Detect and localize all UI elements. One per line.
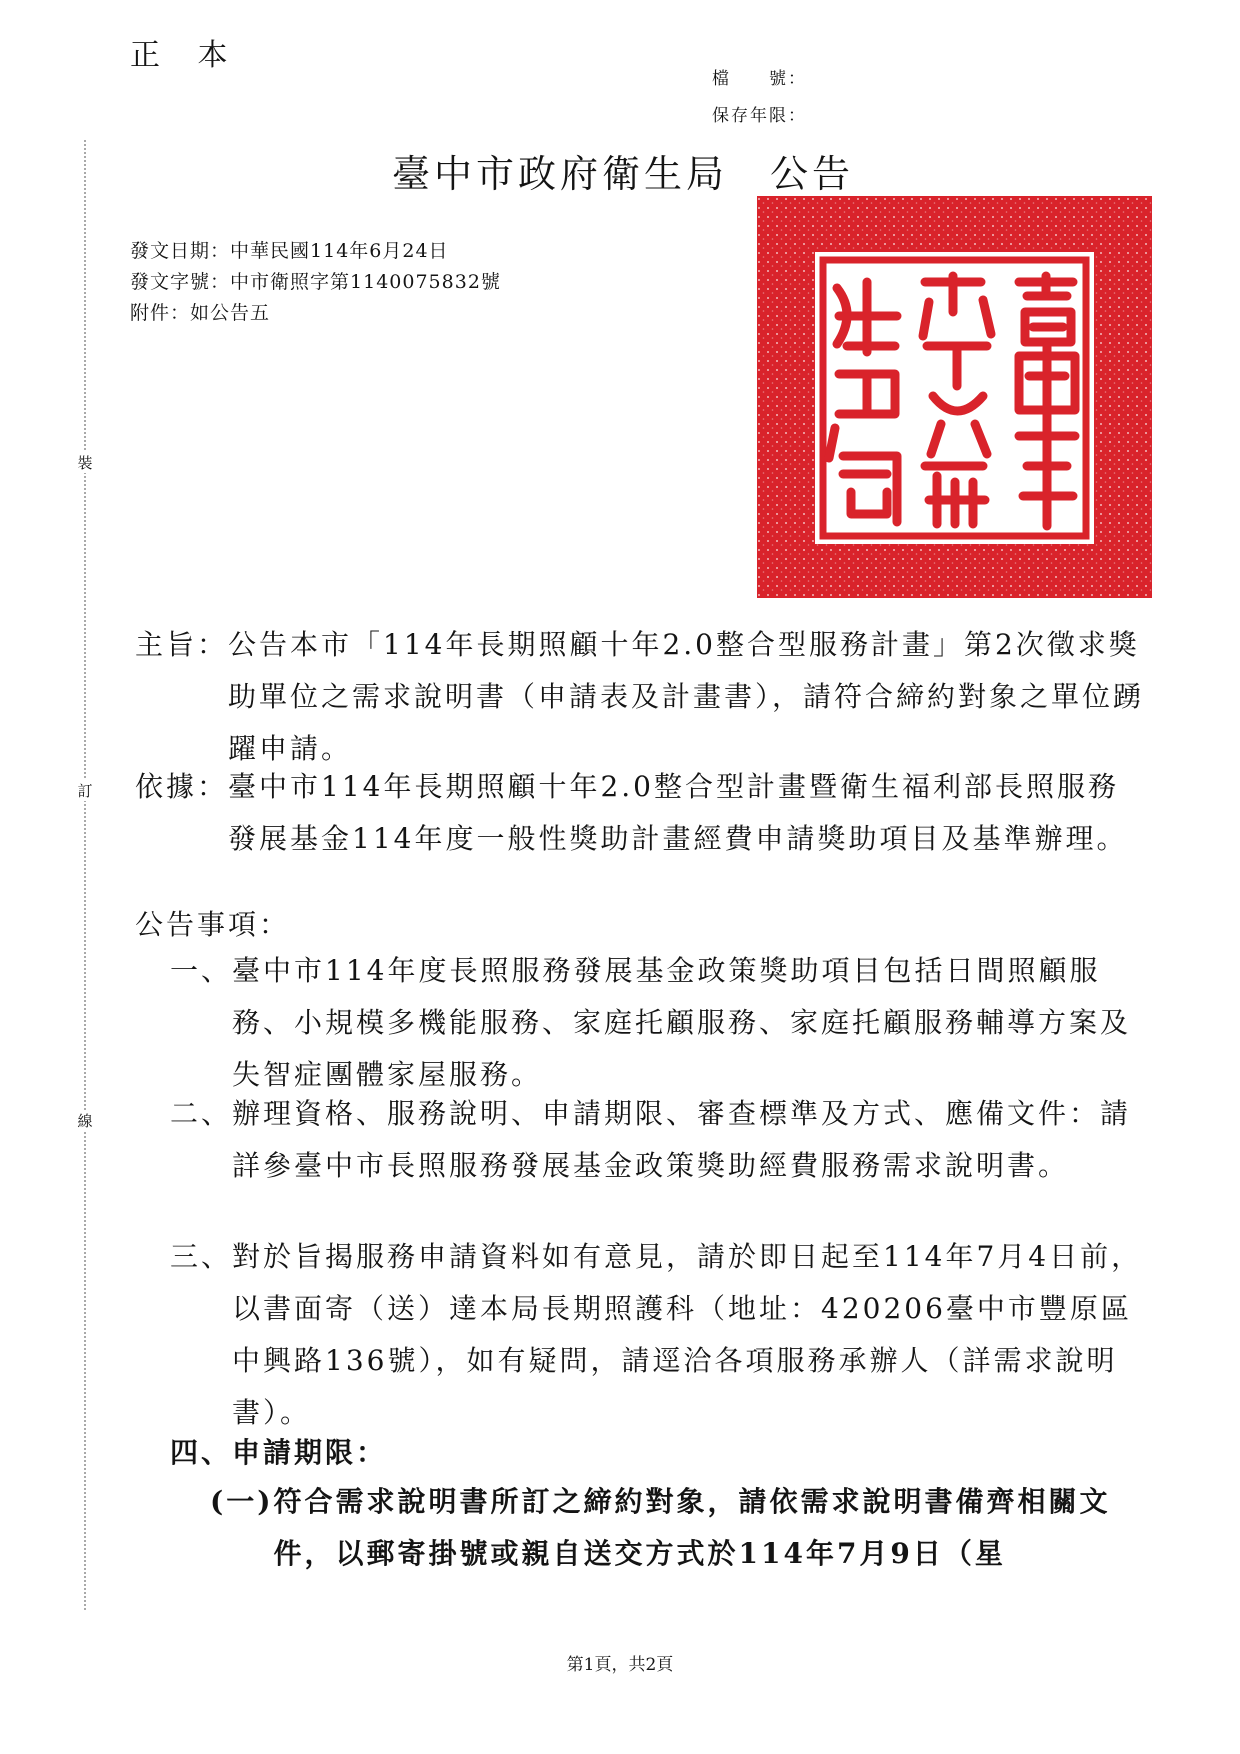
copy-mark: 正 本 bbox=[130, 38, 242, 73]
basis-text: 臺中市114年長期照顧十年2.0整合型計畫暨衛生福利部長照服務發展基金114年度一般性獎助計畫經費申請獎助項目及基準辦理。 bbox=[228, 770, 1128, 855]
announcement-item bbox=[170, 1088, 1148, 1192]
basis-label: 依據： bbox=[135, 770, 229, 803]
item-text: 申請期限： bbox=[232, 1436, 388, 1469]
subject-label: 主旨： bbox=[135, 628, 229, 661]
page-title: 臺中市政府衛生局 公告 bbox=[391, 152, 854, 196]
issue-date-value: 中華民國114年6月24日 bbox=[230, 240, 449, 262]
reference-number-value: 中市衛照字第1140075832號 bbox=[230, 271, 501, 293]
sub-item-number: (一) bbox=[210, 1485, 274, 1518]
subject-text: 公告本市「114年長期照顧十年2.0整合型服務計畫」第2次徵求獎助單位之需求說明書（申請表及計畫書），請符合締約對象之單位踴躍申請。 bbox=[228, 628, 1145, 765]
attachment-row bbox=[130, 298, 501, 329]
issue-info bbox=[130, 236, 501, 329]
sub-item bbox=[210, 1476, 1148, 1580]
announcement-items-heading: 公告事項： bbox=[135, 908, 291, 941]
reference-number-label: 發文字號 ： bbox=[130, 271, 230, 293]
subject-paragraph bbox=[135, 619, 1148, 775]
item-text: 辦理資格、服務說明、申請期限、審查標準及方式、應備文件：請詳參臺中市長照服務發展基金政策獎助經費服務需求說明書。 bbox=[232, 1097, 1132, 1182]
announcement-item bbox=[170, 1231, 1148, 1439]
item-number: 三、 bbox=[170, 1240, 233, 1273]
item-number: 一、 bbox=[170, 954, 233, 987]
binding-line bbox=[84, 140, 86, 1610]
item-text: 對於旨揭服務申請資料如有意見，請於即日起至114年7月4日前，以書面寄（送）達本局長期照護科（地址：420206臺中市豐原區中興路136號），如有疑問，請逕洽各項服務承辦人（詳需求說明書）。 bbox=[232, 1240, 1143, 1429]
official-seal bbox=[757, 196, 1152, 598]
announcement-item bbox=[170, 945, 1148, 1101]
binding-mark: 訂 bbox=[77, 782, 93, 800]
issue-date-row bbox=[130, 236, 501, 267]
binding-mark: 線 bbox=[77, 1112, 93, 1130]
attachment-label: 附件 ： bbox=[130, 302, 190, 324]
attachment-value: 如公告五 bbox=[190, 302, 271, 324]
page-number: 第1頁，共2頁 bbox=[566, 1655, 674, 1675]
sub-item-text: 符合需求說明書所訂之締約對象，請依需求說明書備齊相關文件，以郵寄掛號或親自送交方式於114年7月9日（星 bbox=[273, 1485, 1111, 1570]
item-number: 二、 bbox=[170, 1097, 233, 1130]
file-number-label: 檔 號： bbox=[712, 69, 807, 89]
retention-period-label: 保存年限： bbox=[712, 106, 807, 126]
item-text: 臺中市114年度長照服務發展基金政策獎助項目包括日間照顧服務、小規模多機能服務、家庭托顧服務、家庭托顧服務輔導方案及失智症團體家屋服務。 bbox=[232, 954, 1132, 1091]
issue-date-label: 發文日期 ： bbox=[130, 240, 230, 262]
announcement-item bbox=[170, 1427, 1148, 1479]
reference-number-row bbox=[130, 267, 501, 298]
item-number: 四、 bbox=[170, 1436, 233, 1469]
binding-mark: 裝 bbox=[77, 454, 93, 472]
basis-paragraph bbox=[135, 761, 1148, 865]
